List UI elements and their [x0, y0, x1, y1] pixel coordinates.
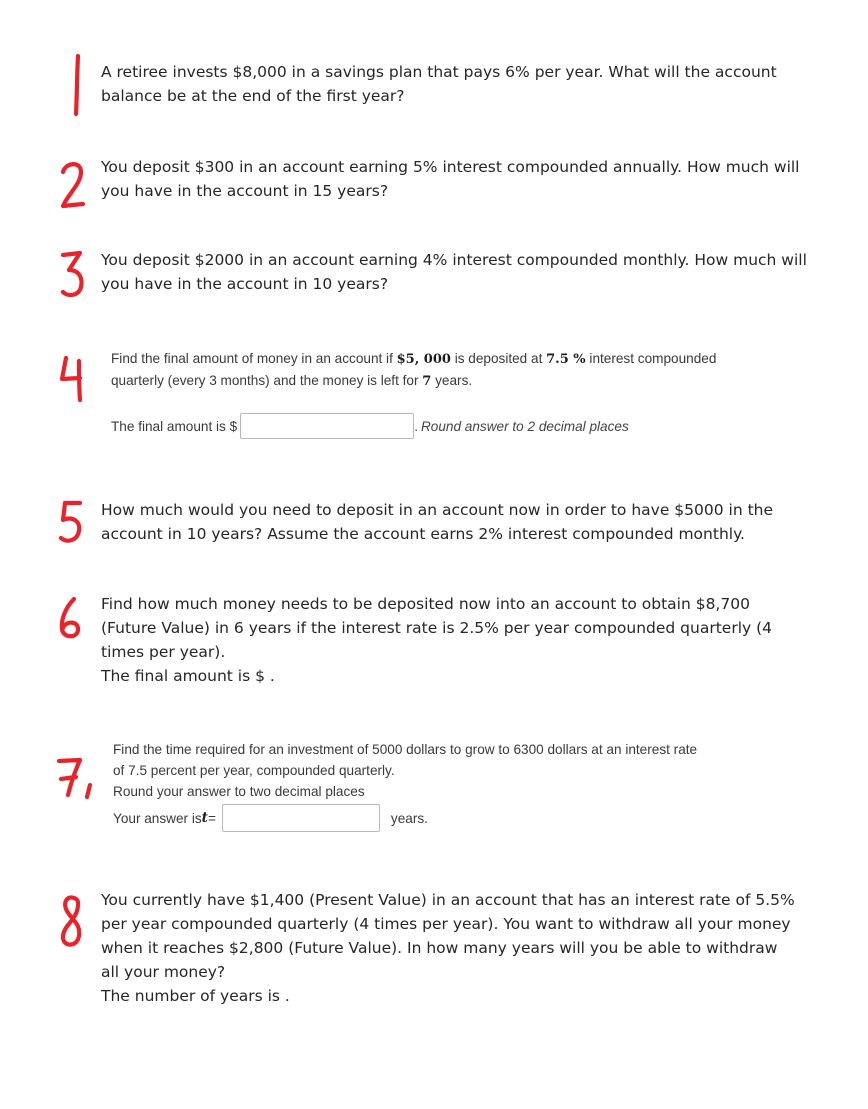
handwritten-number-2: [60, 160, 86, 210]
question-7-equals: =: [207, 810, 216, 826]
handwritten-number-5: [58, 500, 84, 546]
question-1-line-2: balance be at the end of the first year?: [101, 87, 405, 105]
handwritten-number-4: [58, 355, 86, 403]
question-8-line-1: You currently have $1,400 (Present Value) in an account that has an interest rate of 5.5%: [101, 891, 795, 909]
question-6-line-4: The final amount is $ .: [101, 667, 275, 685]
question-4-rate: 7.5 %: [546, 352, 586, 367]
question-7-answer-row: [113, 804, 428, 832]
question-8-line-5: The number of years is .: [101, 987, 290, 1005]
handwritten-number-1: [58, 52, 98, 118]
question-4-answer-row: [111, 413, 629, 439]
question-7-line-3: Round your answer to two decimal places: [113, 784, 365, 799]
question-3-line-1: You deposit $2000 in an account earning 4% interest compounded monthly. How much will: [101, 251, 807, 269]
question-4-line-1: Find the final amount of money in an account if $5, 000 is deposited at 7.5 % interest compounded: [111, 351, 717, 367]
question-7-line-1: Find the time required for an investment of 5000 dollars to grow to 6300 dollars at an interest rate: [113, 742, 698, 757]
question-2: [101, 155, 800, 203]
question-3: [101, 248, 807, 296]
question-7-answer-input[interactable]: [222, 804, 380, 832]
question-4-years: 7: [422, 374, 432, 389]
question-6-line-2: (Future Value) in 6 years if the interest rate is 2.5% per year compounded quarterly (4: [101, 619, 773, 637]
question-6-line-1: Find how much money needs to be deposited now into an account to obtain $8,700: [101, 595, 750, 613]
question-8: [101, 888, 795, 1008]
handwritten-number-6: [58, 596, 84, 642]
question-8-line-2: per year compounded quarterly (4 times per year). You want to withdraw all your money: [101, 915, 791, 933]
question-5-line-2: account in 10 years? Assume the account earns 2% interest compounded monthly.: [101, 525, 745, 543]
question-7-answer-suffix: years.: [390, 810, 428, 826]
question-6: [101, 592, 772, 688]
question-4-answer-suffix: .: [414, 418, 418, 434]
question-4-line-2: quarterly (every 3 months) and the money is left for 7 years.: [111, 373, 473, 389]
question-6-line-3: times per year).: [101, 643, 226, 661]
handwritten-number-3: [60, 250, 86, 300]
question-5-line-1: How much would you need to deposit in an account now in order to have $5000 in the: [101, 501, 774, 519]
handwritten-number-8: [58, 894, 84, 950]
question-7-variable: t: [201, 810, 208, 826]
question-7: [113, 739, 697, 802]
question-4-amount: $5, 000: [396, 352, 451, 367]
question-5: [101, 498, 773, 546]
question-1-line-1: A retiree invests $8,000 in a savings plan that pays 6% per year. What will the account: [101, 63, 777, 81]
question-4-answer-input[interactable]: [240, 413, 414, 439]
question-7-line-2: of 7.5 percent per year, compounded quarterly.: [113, 763, 395, 778]
question-3-line-2: you have in the account in 10 years?: [101, 275, 389, 293]
question-2-line-2: you have in the account in 15 years?: [101, 182, 389, 200]
handwritten-number-7: [56, 755, 96, 801]
question-7-answer-label: Your answer is: [113, 810, 202, 826]
question-4-hint: Round answer to 2 decimal places: [420, 418, 629, 434]
question-4: [111, 348, 716, 392]
question-2-line-1: You deposit $300 in an account earning 5% interest compounded annually. How much will: [101, 158, 800, 176]
question-8-line-3: when it reaches $2,800 (Future Value). In how many years will you be able to withdraw: [101, 939, 778, 957]
question-4-answer-label: The final amount is $: [111, 418, 238, 434]
question-1: [101, 60, 777, 108]
question-8-line-4: all your money?: [101, 963, 226, 981]
